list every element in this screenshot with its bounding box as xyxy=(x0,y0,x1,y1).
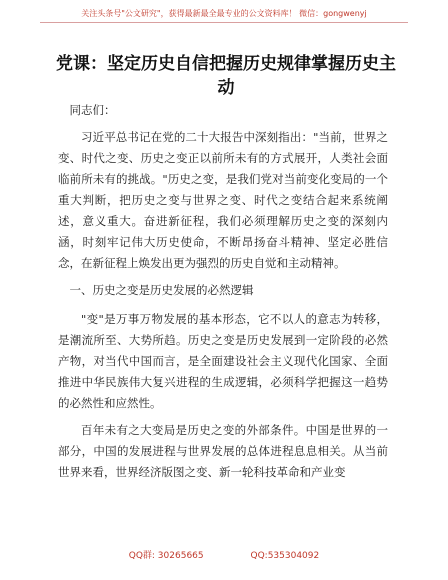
footer-qq-group-1: QQ群: 30265665 xyxy=(128,551,204,561)
document-title: 党课：坚定历史自信把握历史规律掌握历史主动 xyxy=(56,54,396,98)
footer-qq-group-2: QQ:535304092 xyxy=(250,551,320,561)
footer xyxy=(0,548,448,561)
body-paragraph-3: 百年未有之大变局是历史之变的外部条件。中国是世界的一部分，中国的发展进程与世界发展的总体进程息息相关。从当前世界来看，世界经济版图之变、新一轮科技革命和产业变 xyxy=(58,423,388,479)
header-banner: 关注头条号"公文研究"，获得最新最全最专业的公文资料库！ 微信：gongwenyj xyxy=(81,9,367,18)
body-paragraph-1: 习近平总书记在党的二十大报告中深刻指出："当前，世界之变、时代之变、历史之变正以前所未有的方式展开，人类社会面临前所未有的挑战。"历史之变，是我们党对当前变化变局的一个重大判断，把历史之变与世界之变、时代之变结合起来系统阐述，意义重大。奋进新征程，我们必须理解历史之变的深刻内涵，时刻牢记伟大历史使命，不断昂扬奋斗精神、坚定必胜信念，在新征程上焕发出更为强烈的历史自觉和主动精神。 xyxy=(58,130,388,270)
body-paragraph-2: "变"是万事万物发展的基本形态，它不以人的意志为转移，是潮流所至、大势所趋。历史之变是历史发展到一定阶段的必然产物，对当代中国而言，是全面建设社会主义现代化国家、全面推进中华民族伟大复兴进程的生成逻辑，必须科学把握这一趋势的必然性和应然性。 xyxy=(58,312,388,410)
salutation: 同志们： xyxy=(69,103,116,117)
section-heading-1: 一、历史之变是历史发展的必然逻辑 xyxy=(69,283,254,297)
document-body xyxy=(58,100,388,489)
header-divider xyxy=(40,22,408,23)
